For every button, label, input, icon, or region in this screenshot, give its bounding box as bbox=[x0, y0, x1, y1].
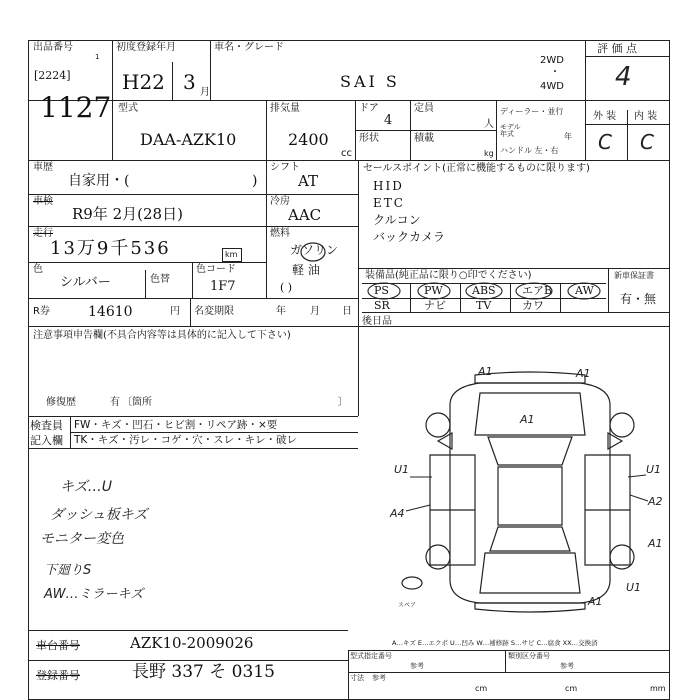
fuel-light: 軽 油 bbox=[292, 263, 320, 277]
sales-item-1: HID bbox=[373, 179, 404, 193]
divider bbox=[266, 100, 267, 160]
divider bbox=[192, 262, 193, 298]
mark-right-tail: U1 bbox=[626, 581, 642, 594]
shift-value: AT bbox=[298, 172, 319, 190]
load-label: 積載 bbox=[414, 133, 434, 144]
inspector-row-2: TK・キズ・汚レ・コゲ・穴・スレ・キレ・破レ bbox=[74, 434, 297, 446]
plate-label: 登録番号 bbox=[36, 669, 80, 682]
dim-mm: mm bbox=[650, 684, 666, 693]
model-value: DAA-AZK10 bbox=[140, 130, 237, 149]
equip-navi: ナビ bbox=[424, 299, 446, 312]
equip-pw: PW bbox=[424, 284, 443, 297]
color-change-label: 色替 bbox=[150, 274, 170, 285]
mileage-value: 13万9千536 bbox=[50, 238, 171, 259]
divider bbox=[505, 650, 506, 672]
divider bbox=[145, 270, 146, 298]
mark-rear-bumper: A1 bbox=[588, 595, 603, 608]
cc-unit: cc bbox=[341, 148, 352, 159]
divider bbox=[266, 226, 358, 227]
recycle-amount: 14610 bbox=[88, 304, 133, 320]
equip-ps: PS bbox=[374, 284, 389, 297]
note-2: ダッシュ板キズ bbox=[50, 507, 148, 523]
mark-right-wheel: A1 bbox=[648, 537, 663, 550]
mileage-label: 走行 bbox=[33, 228, 53, 239]
ac-value: AAC bbox=[288, 206, 322, 224]
divider bbox=[348, 650, 349, 700]
dealer-label: ディーラー・並行 bbox=[500, 107, 564, 116]
car-damage-diagram bbox=[380, 365, 680, 615]
inspector-label-1: 検査員 bbox=[30, 419, 63, 432]
divider bbox=[28, 416, 358, 417]
lot-code: [2224] bbox=[34, 69, 71, 82]
lot-mark: 1 bbox=[95, 53, 100, 61]
divider bbox=[28, 630, 348, 631]
divider bbox=[585, 40, 586, 160]
equip-airbag: エアB bbox=[522, 284, 553, 297]
dim-cm-2: cm bbox=[565, 684, 578, 693]
inspection-label: 車検 bbox=[33, 196, 53, 207]
capacity-label: 定員 bbox=[414, 103, 434, 114]
model-year-label: モデル 年式 bbox=[500, 123, 521, 138]
sales-item-4: バックカメラ bbox=[373, 230, 446, 244]
capacity-unit: 人 bbox=[484, 119, 494, 130]
divider bbox=[358, 326, 359, 416]
divider bbox=[358, 160, 359, 326]
door-label: ドア bbox=[359, 103, 379, 114]
color-code-value: 1F7 bbox=[210, 279, 236, 294]
note-5: AW…ミラーキズ bbox=[44, 587, 144, 602]
spec-ref: 参考 bbox=[410, 662, 424, 670]
repair-place: 〔箇所 bbox=[122, 397, 152, 408]
car-name-label: 車名・グレード bbox=[214, 42, 284, 53]
fuel-paren: ( ) bbox=[280, 281, 293, 294]
nc-month: 月 bbox=[310, 306, 320, 317]
dim-cm-1: cm bbox=[475, 684, 488, 693]
sales-item-2: ETC bbox=[373, 196, 405, 210]
mark-right-front: U1 bbox=[646, 463, 662, 476]
year-unit: 年 bbox=[564, 132, 572, 141]
inspection-value: R9年 2月(28日) bbox=[72, 205, 183, 223]
equip-tv: TV bbox=[476, 299, 492, 312]
divider bbox=[28, 194, 358, 195]
color-value: シルバー bbox=[60, 275, 111, 290]
mark-hood: A1 bbox=[520, 413, 535, 426]
reg-month: 3 bbox=[183, 70, 196, 94]
warranty-value: 有・無 bbox=[620, 292, 657, 306]
divider bbox=[190, 298, 191, 326]
interior-label: 内 装 bbox=[634, 111, 658, 122]
drive-2wd: 2WD bbox=[540, 55, 564, 66]
shape-label: 形状 bbox=[359, 133, 379, 144]
color-code-label: 色コード bbox=[196, 264, 236, 275]
drive-4wd: 4WD bbox=[540, 81, 564, 92]
divider bbox=[28, 660, 348, 661]
divider bbox=[358, 268, 670, 269]
chassis-value: AZK10-2009026 bbox=[130, 634, 254, 652]
score-label: 評 価 点 bbox=[597, 42, 637, 55]
repair-history-value: 有 bbox=[110, 397, 120, 408]
mark-left-rear: A4 bbox=[390, 507, 405, 520]
score-value: 4 bbox=[615, 62, 632, 92]
yen-unit: 円 bbox=[170, 306, 180, 317]
divider bbox=[348, 650, 670, 651]
divider bbox=[28, 448, 358, 449]
mark-front-bumper: A1 bbox=[478, 365, 493, 378]
spec-number-label: 型式指定番号 bbox=[350, 652, 392, 660]
note-1: キズ…U bbox=[60, 479, 112, 495]
divider bbox=[28, 226, 266, 227]
door-value: 4 bbox=[384, 113, 393, 128]
divider bbox=[266, 160, 267, 298]
equipment-label: 装備品(純正品に限り○印でください) bbox=[365, 270, 532, 281]
displacement-label: 排気量 bbox=[270, 103, 300, 114]
divider bbox=[210, 40, 211, 100]
divider bbox=[362, 312, 670, 313]
drive-dot: ・ bbox=[550, 67, 560, 78]
equip-sr: SR bbox=[374, 299, 390, 312]
mark-left-front: U1 bbox=[394, 463, 410, 476]
equip-leather: カワ bbox=[522, 299, 544, 312]
first-reg-label: 初度登録年月 bbox=[116, 42, 176, 53]
divider bbox=[70, 432, 358, 433]
month-unit: 月 bbox=[200, 87, 210, 98]
exterior-grade: C bbox=[598, 130, 612, 154]
plate-value: 長野 337 そ 0315 bbox=[132, 662, 275, 682]
divider bbox=[172, 62, 173, 100]
divider bbox=[28, 262, 266, 263]
mark-front-right: A1 bbox=[576, 367, 591, 380]
exterior-label: 外 装 bbox=[593, 111, 617, 122]
rear-items-label: 後日品 bbox=[362, 316, 392, 327]
history-close: ) bbox=[252, 173, 258, 189]
note-3: モニター変色 bbox=[40, 531, 124, 547]
fuel-label: 燃料 bbox=[270, 228, 290, 239]
inspector-row-1: FW・キズ・凹石・ヒビ割・リペア跡・×要 bbox=[74, 419, 278, 431]
divider bbox=[348, 672, 670, 673]
dimension-label: 寸法 bbox=[350, 674, 364, 682]
divider bbox=[585, 56, 670, 57]
class-ref: 参考 bbox=[560, 662, 574, 670]
warranty-label: 新車保証書 bbox=[614, 271, 654, 280]
era-year: H22 bbox=[122, 70, 165, 94]
equip-aw: AW bbox=[575, 284, 594, 297]
divider bbox=[28, 100, 670, 101]
name-change-label: 名変期限 bbox=[194, 306, 234, 317]
divider bbox=[355, 130, 496, 131]
divider bbox=[28, 298, 358, 299]
repair-close: 〕 bbox=[338, 397, 348, 408]
mark-right-rear: A2 bbox=[648, 495, 663, 508]
car-name: SAI S bbox=[340, 72, 400, 91]
spare-label: スペア bbox=[398, 602, 417, 609]
damage-legend: A…キズ E…エクボ U…凹み W…補修跡 S…サビ C…腐食 XX…交換済 bbox=[392, 639, 598, 647]
history-label: 車歴 bbox=[33, 162, 53, 173]
equipment-circle-marks bbox=[362, 281, 602, 301]
chassis-label: 車台番号 bbox=[36, 639, 80, 652]
model-label: 型式 bbox=[118, 103, 138, 114]
sales-label: セールスポイント(正常に機能するものに限ります) bbox=[363, 163, 590, 174]
kg-unit: kg bbox=[484, 149, 494, 158]
divider bbox=[627, 110, 628, 160]
color-label: 色 bbox=[33, 264, 43, 275]
shift-label: シフト bbox=[270, 162, 300, 173]
repair-history-label: 修復歴 bbox=[46, 397, 76, 408]
handle-label: ハンドル 左・右 bbox=[500, 146, 559, 155]
history-value: 自家用・( bbox=[68, 173, 130, 189]
divider bbox=[496, 100, 497, 160]
inspector-label-2: 記入欄 bbox=[30, 434, 63, 447]
nc-day: 日 bbox=[342, 306, 352, 317]
divider bbox=[112, 40, 113, 160]
nc-year: 年 bbox=[276, 306, 286, 317]
displacement-value: 2400 bbox=[288, 130, 329, 149]
class-number-label: 類別区分番号 bbox=[508, 652, 550, 660]
lot-label: 出品番号 bbox=[33, 42, 73, 53]
dim-ref: 参考 bbox=[372, 674, 386, 682]
divider bbox=[28, 326, 670, 327]
recycle-label: R券 bbox=[33, 306, 50, 317]
interior-grade: C bbox=[640, 130, 654, 154]
declaration-label: 注意事項申告欄(不具合内容等は具体的に記入して下さい) bbox=[33, 330, 291, 341]
fuel-gas: ガソリン bbox=[290, 243, 339, 257]
divider bbox=[70, 416, 71, 448]
km-unit: km bbox=[225, 250, 238, 259]
lot-number: 1127 bbox=[40, 91, 112, 124]
note-4: 下廻りS bbox=[44, 563, 92, 578]
sales-item-3: クルコン bbox=[373, 213, 421, 227]
divider bbox=[608, 268, 609, 312]
ac-label: 冷房 bbox=[270, 196, 290, 207]
fuel-circle-mark bbox=[298, 240, 328, 264]
equip-abs: ABS bbox=[472, 284, 496, 297]
divider bbox=[28, 160, 670, 161]
